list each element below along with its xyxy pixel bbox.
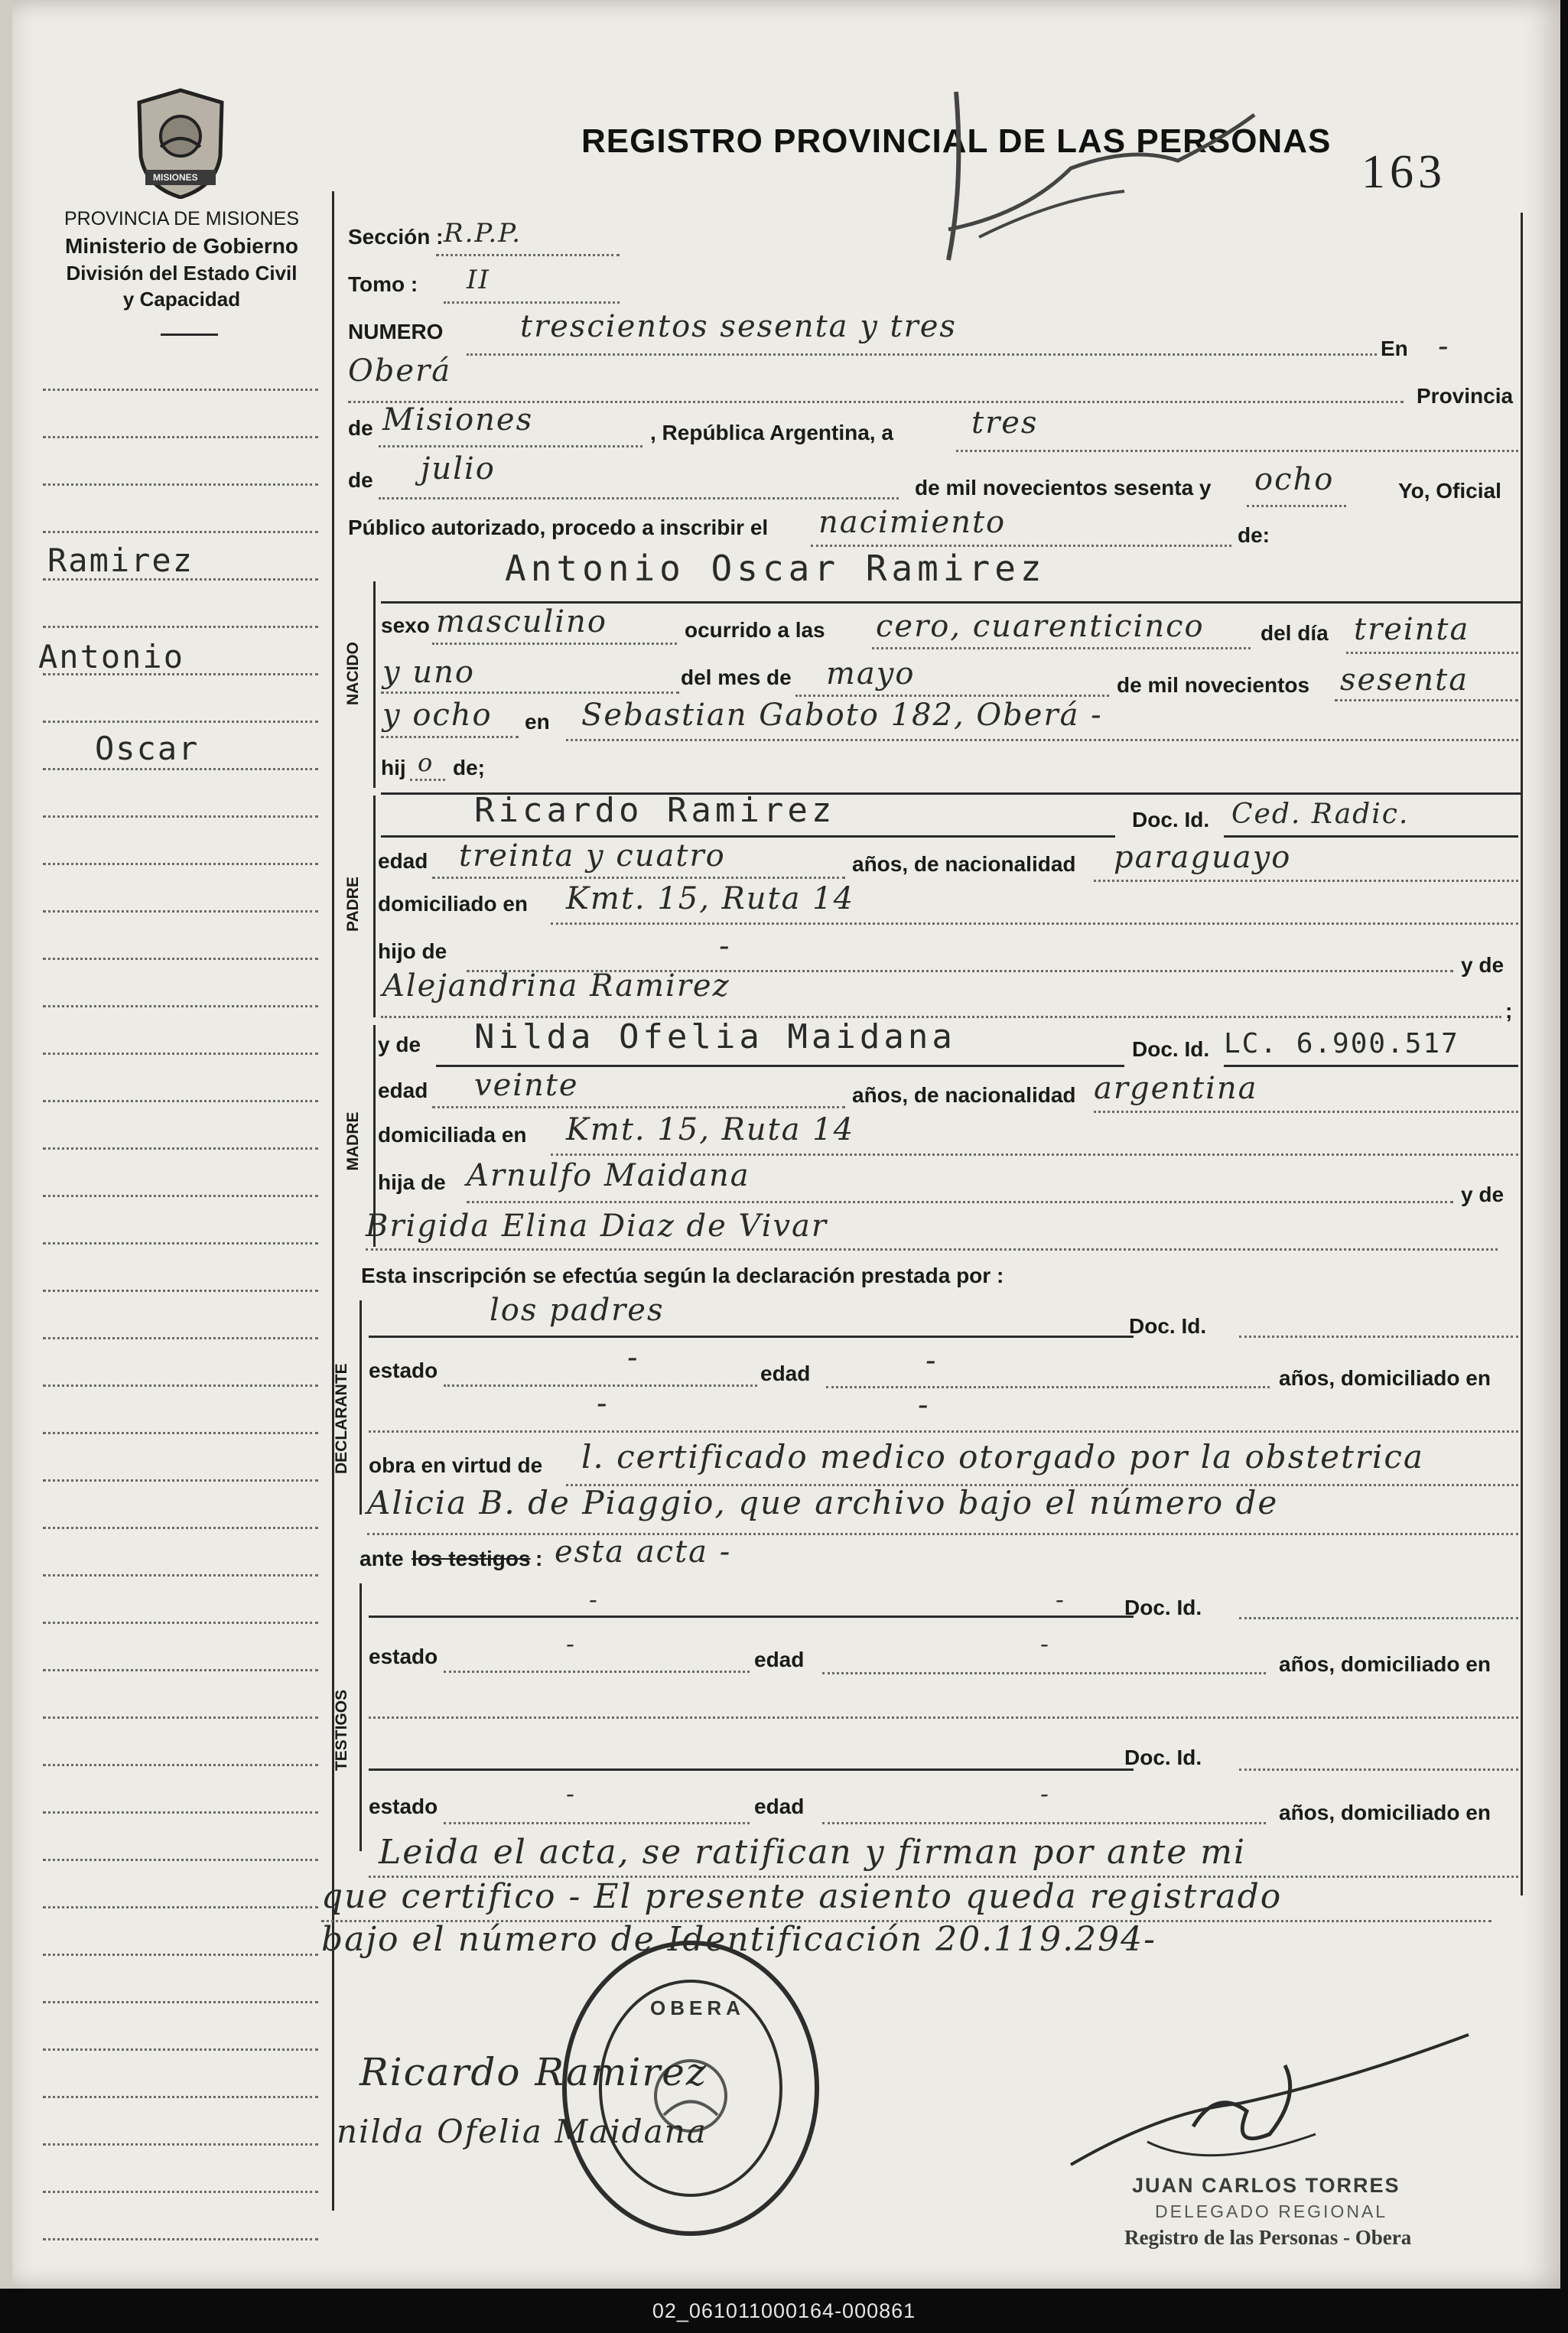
cierre-line-2: que certifico - El presente asiento queda registrado xyxy=(321,1877,1283,1916)
ocurrido-label: ocurrido a las xyxy=(685,618,825,642)
madre-nac-value: argentina xyxy=(1094,1071,1258,1106)
madre-doc-label: Doc. Id. xyxy=(1132,1037,1210,1061)
nacido-rule-top xyxy=(381,601,1521,604)
padre-y-de-label: y de xyxy=(1461,953,1505,977)
de-mil-nac-label: de mil novecientos xyxy=(1117,673,1310,697)
officer-registry: Registro de las Personas - Obera xyxy=(1124,2226,1412,2249)
seccion-value: R.P.P. xyxy=(444,218,522,249)
testigo1-estado-value: - xyxy=(566,1629,576,1658)
image-caption: 02_061011000164-000861 xyxy=(0,2289,1568,2333)
padre-anos-label: años, de nacionalidad xyxy=(852,852,1076,876)
padre-edad-line xyxy=(432,877,845,879)
margin-line xyxy=(43,1906,318,1908)
declarante-value: los padres xyxy=(490,1293,665,1328)
dia-nac-line xyxy=(1346,652,1518,654)
testigo2-edad-value: - xyxy=(1040,1779,1050,1808)
signature-father: Ricardo Ramirez xyxy=(359,2050,708,2094)
padre-nombre-value: Ricardo Ramirez xyxy=(474,791,836,830)
margin-line xyxy=(43,768,318,770)
padre-dom-label: domiciliado en xyxy=(378,892,529,916)
madre-dom-line xyxy=(551,1153,1518,1156)
decl-edad-value: - xyxy=(926,1343,938,1378)
madre-edad-line xyxy=(432,1106,845,1108)
padre-doc-label: Doc. Id. xyxy=(1132,808,1210,831)
padre-madre-value: Alejandrina Ramirez xyxy=(382,968,730,1004)
padre-dom-value: Kmt. 15, Ruta 14 xyxy=(566,881,855,916)
margin-line xyxy=(43,910,318,913)
margin-line xyxy=(43,1527,318,1529)
dia-nac-1-value: treinta xyxy=(1354,612,1470,647)
margin-line xyxy=(43,1432,318,1434)
declarante-inner-line xyxy=(359,1300,362,1515)
margin-line xyxy=(43,863,318,865)
madre-doc-value: LC. 6.900.517 xyxy=(1224,1028,1459,1059)
obra-value-2: Alicia B. de Piaggio, que archivo bajo el número de xyxy=(367,1484,1279,1521)
section-label-testigos: TESTIGOS xyxy=(333,1689,350,1772)
decl-estado-value: - xyxy=(627,1340,639,1375)
testigo1-edad-label: edad xyxy=(754,1648,805,1671)
madre-nombre-line xyxy=(436,1065,1124,1067)
testigo1-edad-value: - xyxy=(1040,1629,1050,1658)
margin-line xyxy=(43,1859,318,1861)
seccion-line xyxy=(436,254,620,256)
ante-colon: : xyxy=(535,1547,543,1570)
madre-madre-line xyxy=(366,1248,1498,1251)
yo-oficial-label: Yo, Oficial xyxy=(1398,479,1501,503)
tomo-label: Tomo : xyxy=(348,272,418,296)
margin-line xyxy=(43,483,318,486)
testigo2-doc-label: Doc. Id. xyxy=(1124,1746,1202,1769)
margin-line xyxy=(43,1100,318,1102)
padre-nac-value: paraguayo xyxy=(1114,840,1292,875)
division-heading: División del Estado Civil xyxy=(66,262,298,285)
decl-anos-label: años, domiciliado en xyxy=(1279,1366,1491,1390)
seccion-label: Sección : xyxy=(348,225,444,249)
margin-line xyxy=(43,2191,318,2193)
testigo1-estado-line xyxy=(444,1671,750,1673)
decl-edad-line xyxy=(826,1386,1270,1388)
margin-line xyxy=(43,1147,318,1150)
hora-line xyxy=(872,647,1251,649)
madre-dom-label: domiciliada en xyxy=(378,1123,527,1147)
ante-label: ante xyxy=(359,1547,404,1570)
testigo2-estado-line xyxy=(444,1822,750,1824)
margin-line xyxy=(43,1290,318,1292)
testigo1-dash: - xyxy=(1056,1585,1065,1614)
margin-line xyxy=(43,1669,318,1671)
obra-line-2 xyxy=(367,1533,1518,1535)
margin-line xyxy=(43,2048,318,2051)
margin-line xyxy=(43,626,318,628)
declarante-doc-line xyxy=(1239,1336,1518,1338)
anio-nac-1-value: sesenta xyxy=(1340,662,1469,698)
margin-line xyxy=(43,436,318,438)
declarante-doc-label: Doc. Id. xyxy=(1129,1314,1207,1338)
tomo-line xyxy=(444,301,620,304)
padre-nombre-line xyxy=(381,835,1115,838)
testigo1-nombre: - xyxy=(589,1585,599,1614)
officer-signature-icon xyxy=(1056,2019,1484,2180)
padre-hijo-de-value: - xyxy=(719,929,731,964)
testigo2-estado-value: - xyxy=(566,1779,576,1808)
margin-line xyxy=(43,1716,318,1719)
dia-nac-2-value: y uno xyxy=(382,655,475,690)
lugar-nac-value: Sebastian Gaboto 182, Oberá - xyxy=(581,698,1103,733)
numero-value: trescientos sesenta y tres xyxy=(520,309,957,344)
testigo1-estado-label: estado xyxy=(369,1645,438,1668)
anio-nac-2-value: y ocho xyxy=(382,698,493,733)
de-colon-label: de: xyxy=(1238,523,1270,547)
madre-edad-label: edad xyxy=(378,1079,428,1102)
inscripcion-label: Esta inscripción se efectúa según la declaración prestada por : xyxy=(361,1264,1004,1287)
madre-nac-line xyxy=(1094,1111,1518,1113)
section-label-nacido: NACIDO xyxy=(344,642,362,705)
padre-doc-line xyxy=(1224,835,1518,838)
sexo-value: masculino xyxy=(436,604,607,639)
padre-edad-label: edad xyxy=(378,849,428,873)
decl-dom-line xyxy=(369,1430,1518,1433)
margin-line xyxy=(43,1954,318,1956)
margin-given-name-1: Antonio xyxy=(38,638,185,675)
margin-surname: Ramirez xyxy=(47,542,194,579)
madre-dom-value: Kmt. 15, Ruta 14 xyxy=(566,1112,855,1147)
madre-hija-de-value: Arnulfo Maidana xyxy=(467,1158,750,1193)
del-dia-label: del día xyxy=(1261,621,1329,645)
obra-value-3: esta acta - xyxy=(555,1534,732,1570)
document-title: REGISTRO PROVINCIAL DE LAS PERSONAS xyxy=(581,122,1332,160)
testigo2-edad-label: edad xyxy=(754,1794,805,1818)
padre-edad-value: treinta y cuatro xyxy=(459,838,726,874)
provincia-label: Provincia xyxy=(1417,384,1514,408)
nombre-value: Antonio Oscar Ramirez xyxy=(505,548,1046,589)
margin-line xyxy=(43,1005,318,1007)
hijo-suffix-line xyxy=(410,779,445,781)
madre-hija-de-line xyxy=(467,1201,1453,1203)
crest-text: MISIONES xyxy=(153,172,198,183)
section-label-padre: PADRE xyxy=(344,877,362,932)
right-frame-line xyxy=(1521,213,1523,1895)
en-lugar-label: en xyxy=(525,710,550,734)
hijo-suffix-value: o xyxy=(418,748,434,777)
testigo1-doc-line xyxy=(1239,1617,1518,1619)
testigo2-estado-label: estado xyxy=(369,1794,438,1818)
madre-nombre-value: Nilda Ofelia Maidana xyxy=(474,1017,956,1056)
dia-line xyxy=(956,450,1518,452)
margin-line xyxy=(43,721,318,723)
testigo1-doc-label: Doc. Id. xyxy=(1124,1596,1202,1619)
de-label: de xyxy=(348,416,373,440)
madre-hija-de-label: hija de xyxy=(378,1170,446,1194)
page-edge xyxy=(0,0,12,2289)
numero-line xyxy=(467,353,1377,356)
madre-y-de-label: y de xyxy=(378,1033,421,1056)
madre-doc-line xyxy=(1224,1065,1518,1067)
en-value: - xyxy=(1438,329,1450,364)
cierre-line-3: bajo el número de Identificación 20.119.294- xyxy=(321,1920,1156,1959)
de-mes-label: de xyxy=(348,468,373,492)
anio-nac-2-line xyxy=(381,736,519,738)
republica-label: , República Argentina, a xyxy=(650,421,893,444)
de-mil-label: de mil novecientos sesenta y xyxy=(915,476,1212,499)
hora-value: cero, cuarenticinco xyxy=(876,609,1205,644)
lugar-nac-line xyxy=(566,739,1518,741)
de-semi-label: de; xyxy=(453,756,485,779)
margin-line xyxy=(43,1479,318,1482)
signature-mother: nilda Ofelia Maidana xyxy=(337,2113,708,2150)
declarante-line xyxy=(369,1336,1134,1338)
province-heading: PROVINCIA DE MISIONES xyxy=(63,208,299,229)
madre-anos-label: años, de nacionalidad xyxy=(852,1083,1076,1107)
margin-line xyxy=(43,1242,318,1245)
margin-line xyxy=(43,531,318,533)
provincia-value: Misiones xyxy=(382,402,534,438)
padre-doc-value: Ced. Radic. xyxy=(1231,799,1410,830)
testigos-inner-line xyxy=(359,1583,362,1851)
margin-line xyxy=(43,1053,318,1055)
padre-semicolon: ; xyxy=(1505,999,1513,1023)
decl-dash-1: - xyxy=(597,1386,609,1421)
margin-line xyxy=(43,958,318,960)
margin-line xyxy=(43,1764,318,1766)
margin-line xyxy=(43,2238,318,2240)
mes-nac-value: mayo xyxy=(826,656,916,691)
margin-line xyxy=(43,2001,318,2003)
padre-dom-line xyxy=(551,922,1518,925)
mes-line xyxy=(379,497,899,499)
section-label-madre: MADRE xyxy=(344,1111,362,1171)
margin-line xyxy=(43,815,318,818)
margin-line xyxy=(43,1385,318,1387)
stamp-text: OBERA xyxy=(650,1996,745,2019)
heading-underline xyxy=(161,334,218,336)
ministry-heading: Ministerio de Gobierno xyxy=(65,234,298,258)
obra-value-1: l. certificado medico otorgado por la obstetrica xyxy=(581,1438,1424,1476)
acto-value: nacimiento xyxy=(818,505,1007,540)
margin-line xyxy=(43,389,318,391)
dia-nac-2-line xyxy=(381,691,679,694)
margin-given-name-2: Oscar xyxy=(95,730,200,767)
numero-label: NUMERO xyxy=(348,320,444,343)
madre-edad-value: veinte xyxy=(474,1068,579,1103)
officer-name: JUAN CARLOS TORRES xyxy=(1132,2174,1400,2197)
madre-y-de-2-label: y de xyxy=(1461,1183,1505,1206)
anio-nac-line xyxy=(1335,699,1518,701)
capacity-heading: y Capacidad xyxy=(122,288,241,311)
obra-label: obra en virtud de xyxy=(369,1453,543,1477)
testigo2-doc-line xyxy=(1239,1768,1518,1771)
margin-line xyxy=(43,1337,318,1339)
margin-line xyxy=(43,2143,318,2146)
publico-label: Público autorizado, procedo a inscribir el xyxy=(348,516,769,539)
anio-value: ocho xyxy=(1254,462,1335,497)
acto-line xyxy=(811,545,1231,547)
localidad-value: Oberá xyxy=(348,353,452,389)
margin-line xyxy=(43,2096,318,2098)
header-signature-icon xyxy=(903,76,1270,268)
padre-hijo-de-label: hijo de xyxy=(378,939,447,963)
sexo-line xyxy=(432,643,677,645)
en-label: En xyxy=(1381,337,1408,360)
margin-line xyxy=(43,1811,318,1814)
margin-line xyxy=(43,1195,318,1197)
tomo-value: II xyxy=(467,265,490,295)
margin-line xyxy=(43,1574,318,1576)
sexo-label: sexo xyxy=(381,613,430,637)
right-border xyxy=(1560,0,1568,2333)
testigo2-anos-label: años, domiciliado en xyxy=(1279,1801,1491,1824)
los-testigos-label: los testigos xyxy=(412,1547,531,1570)
madre-madre-value: Brigida Elina Diaz de Vivar xyxy=(366,1209,828,1244)
provincia-line xyxy=(379,445,642,447)
decl-dash-2: - xyxy=(918,1388,930,1423)
hijo-label: hij xyxy=(381,756,406,779)
testigo1-edad-line xyxy=(822,1672,1266,1674)
testigo1-anos-label: años, domiciliado en xyxy=(1279,1652,1491,1676)
anio-line xyxy=(1247,505,1346,507)
nacido-inner-line xyxy=(373,581,376,788)
del-mes-label: del mes de xyxy=(681,665,792,689)
testigo2-edad-line xyxy=(822,1822,1266,1824)
testigo1-dom-line xyxy=(369,1716,1518,1719)
margin-line xyxy=(43,1622,318,1624)
decl-estado-label: estado xyxy=(369,1358,438,1382)
section-label-declarante: DECLARANTE xyxy=(333,1363,350,1474)
mes-nac-line xyxy=(795,695,1109,697)
officer-title: DELEGADO REGIONAL xyxy=(1155,2201,1388,2221)
padre-inner-line xyxy=(373,796,376,1017)
cierre-line-1: Leida el acta, se ratifican y firman por ante mi xyxy=(379,1833,1247,1872)
dia-value: tres xyxy=(971,405,1039,441)
testigo1-line xyxy=(369,1616,1134,1618)
padre-nac-line xyxy=(1094,880,1518,882)
folio-number: 163 xyxy=(1361,146,1446,198)
decl-edad-label: edad xyxy=(760,1362,811,1385)
mes-value: julio xyxy=(421,451,496,486)
testigo2-line xyxy=(369,1768,1134,1771)
